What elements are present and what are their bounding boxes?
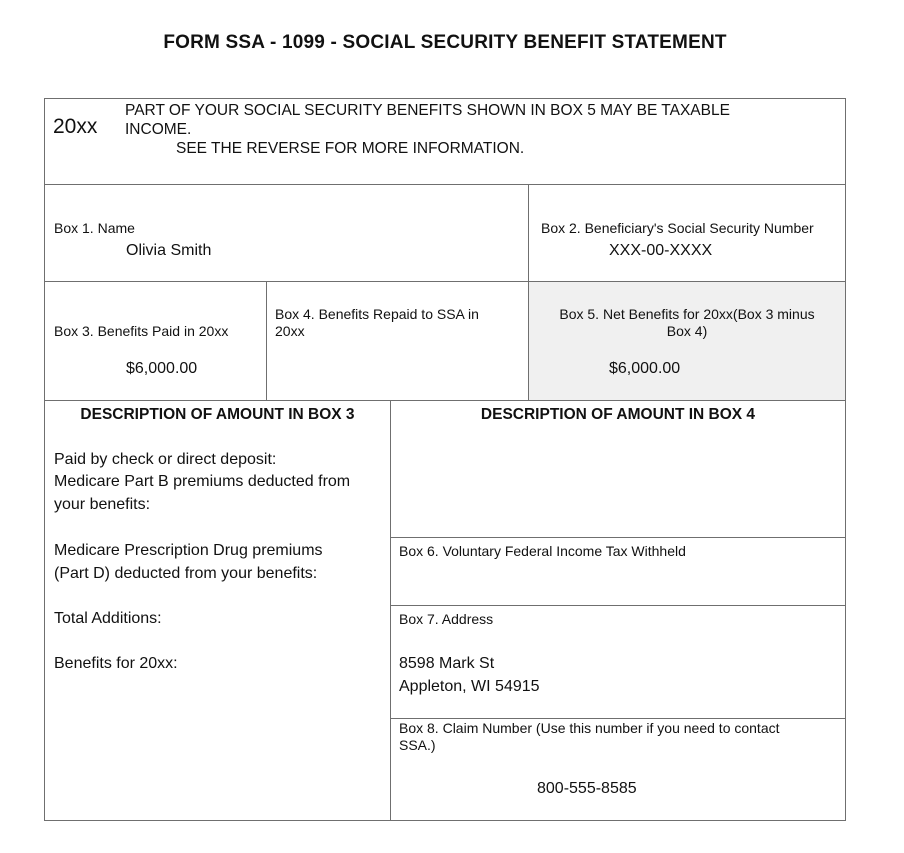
desc3-part-d-line-1: Medicare Prescription Drug premiums <box>54 542 323 559</box>
description-box4-title: DESCRIPTION OF AMOUNT IN BOX 4 <box>480 406 756 423</box>
box3-benefits-paid <box>44 281 267 401</box>
box4-label-line-1: Box 4. Benefits Repaid to SSA in <box>275 306 479 322</box>
box1-value: Olivia Smith <box>126 242 212 259</box>
desc3-part-d-line-2: (Part D) deducted from your benefits: <box>54 565 318 582</box>
notice-line-3: SEE THE REVERSE FOR MORE INFORMATION. <box>176 140 525 157</box>
box4-benefits-repaid <box>266 281 529 401</box>
description-box3-title: DESCRIPTION OF AMOUNT IN BOX 3 <box>80 406 355 423</box>
box7-street: 8598 Mark St <box>399 655 495 672</box>
tax-year: 20xx <box>53 115 98 138</box>
box7-city-state-zip: Appleton, WI 54915 <box>399 678 540 695</box>
box1-name <box>44 184 529 282</box>
box5-label-line-2: Box 4) <box>666 323 708 339</box>
box6-tax-withheld <box>390 537 846 606</box>
form-title: FORM SSA - 1099 - SOCIAL SECURITY BENEFIT STATEMENT <box>163 32 727 53</box>
desc3-medicare-b-line-1: Medicare Part B premiums deducted from <box>54 473 351 490</box>
box7-label: Box 7. Address <box>399 611 494 627</box>
box8-claim-number <box>390 718 846 821</box>
box8-value: 800-555-8585 <box>537 780 637 797</box>
box3-value: $6,000.00 <box>126 360 198 377</box>
box4-label-line-2: 20xx <box>275 323 305 339</box>
desc3-medicare-b-line-2: your benefits: <box>54 496 151 513</box>
desc3-total-additions: Total Additions: <box>54 610 162 627</box>
box7-address <box>390 605 846 719</box>
header-box <box>44 98 846 185</box>
box8-label-line-1: Box 8. Claim Number (Use this number if you need to contact <box>399 720 780 736</box>
box6-label: Box 6. Voluntary Federal Income Tax Withheld <box>399 543 686 559</box>
box3-label: Box 3. Benefits Paid in 20xx <box>54 323 229 339</box>
box2-label: Box 2. Beneficiary's Social Security Number <box>541 220 814 236</box>
box1-label: Box 1. Name <box>54 220 135 236</box>
box2-value: XXX-00-XXXX <box>609 242 713 259</box>
box5-label-line-1: Box 5. Net Benefits for 20xx(Box 3 minus <box>559 306 815 322</box>
desc3-paid-by-check: Paid by check or direct deposit: <box>54 451 277 468</box>
box8-label-line-2: SSA.) <box>399 737 436 753</box>
description-box4-panel <box>390 400 846 538</box>
notice-line-2: INCOME. <box>125 121 192 138</box>
desc3-benefits-for-year: Benefits for 20xx: <box>54 655 178 672</box>
notice-line-1: PART OF YOUR SOCIAL SECURITY BENEFITS SHOWN IN BOX 5 MAY BE TAXABLE <box>125 102 730 119</box>
box5-value: $6,000.00 <box>609 360 681 377</box>
box2-ssn <box>528 184 846 282</box>
box5-net-benefits <box>528 281 846 401</box>
description-box3-panel <box>44 400 391 821</box>
